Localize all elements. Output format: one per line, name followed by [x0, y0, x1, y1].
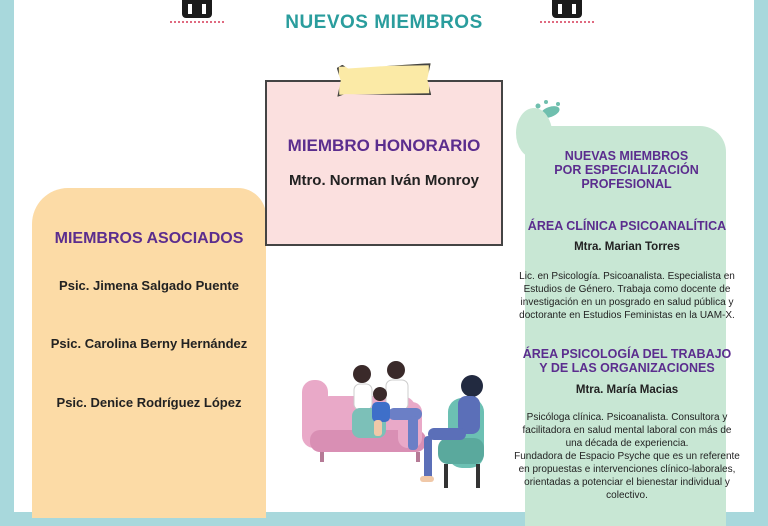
- new-members-heading: NUEVAS MIEMBROS POR ESPECIALIZACIÓN PROFESIONAL: [554, 149, 699, 191]
- associates-card: [32, 188, 266, 518]
- associates-heading: MIEMBROS ASOCIADOS: [54, 230, 244, 247]
- tape-decoration: [337, 63, 432, 97]
- page: [14, 0, 754, 512]
- associate-member: Psic. Jimena Salgado Puente: [59, 278, 239, 293]
- area-heading-work: ÁREA PSICOLOGÍA DEL TRABAJO Y DE LAS ORGANIZACIONES: [522, 347, 732, 375]
- family-therapy-illustration-icon: [298, 358, 494, 498]
- associate-member: Psic. Carolina Berny Hernández: [50, 336, 248, 351]
- area-person-clinical: Mtra. Marian Torres: [574, 241, 680, 253]
- area-heading-clinical: ÁREA CLÍNICA PSICOANALÍTICA: [527, 219, 727, 233]
- honorary-heading: MIEMBRO HONORARIO: [287, 136, 481, 155]
- area-person-work: Mtra. María Macias: [575, 384, 679, 396]
- honorary-card: [265, 80, 503, 246]
- associate-member: Psic. Denice Rodríguez López: [56, 395, 242, 410]
- area-description-work: Psicóloga clínica. Psicoanalista. Consultora y facilitadora en salud mental laboral con más de una década de experiencia. Fundadora de Espacio Psyche que es un referente en propuestas e intervenciones clínico-laborales, orientadas a potenciar el bienestar individual y colectivo.: [514, 412, 740, 501]
- page-title: NUEVOS MIEMBROS: [285, 12, 483, 33]
- honorary-name: Mtro. Norman Iván Monroy: [288, 172, 479, 189]
- area-description-clinical: Lic. en Psicología. Psicoanalista. Especialista en Estudios de Género. Trabaja como docente de investigación en un posgrado en salud pública y doctorante en Estudios Feministas en la UAM-X.: [519, 271, 735, 321]
